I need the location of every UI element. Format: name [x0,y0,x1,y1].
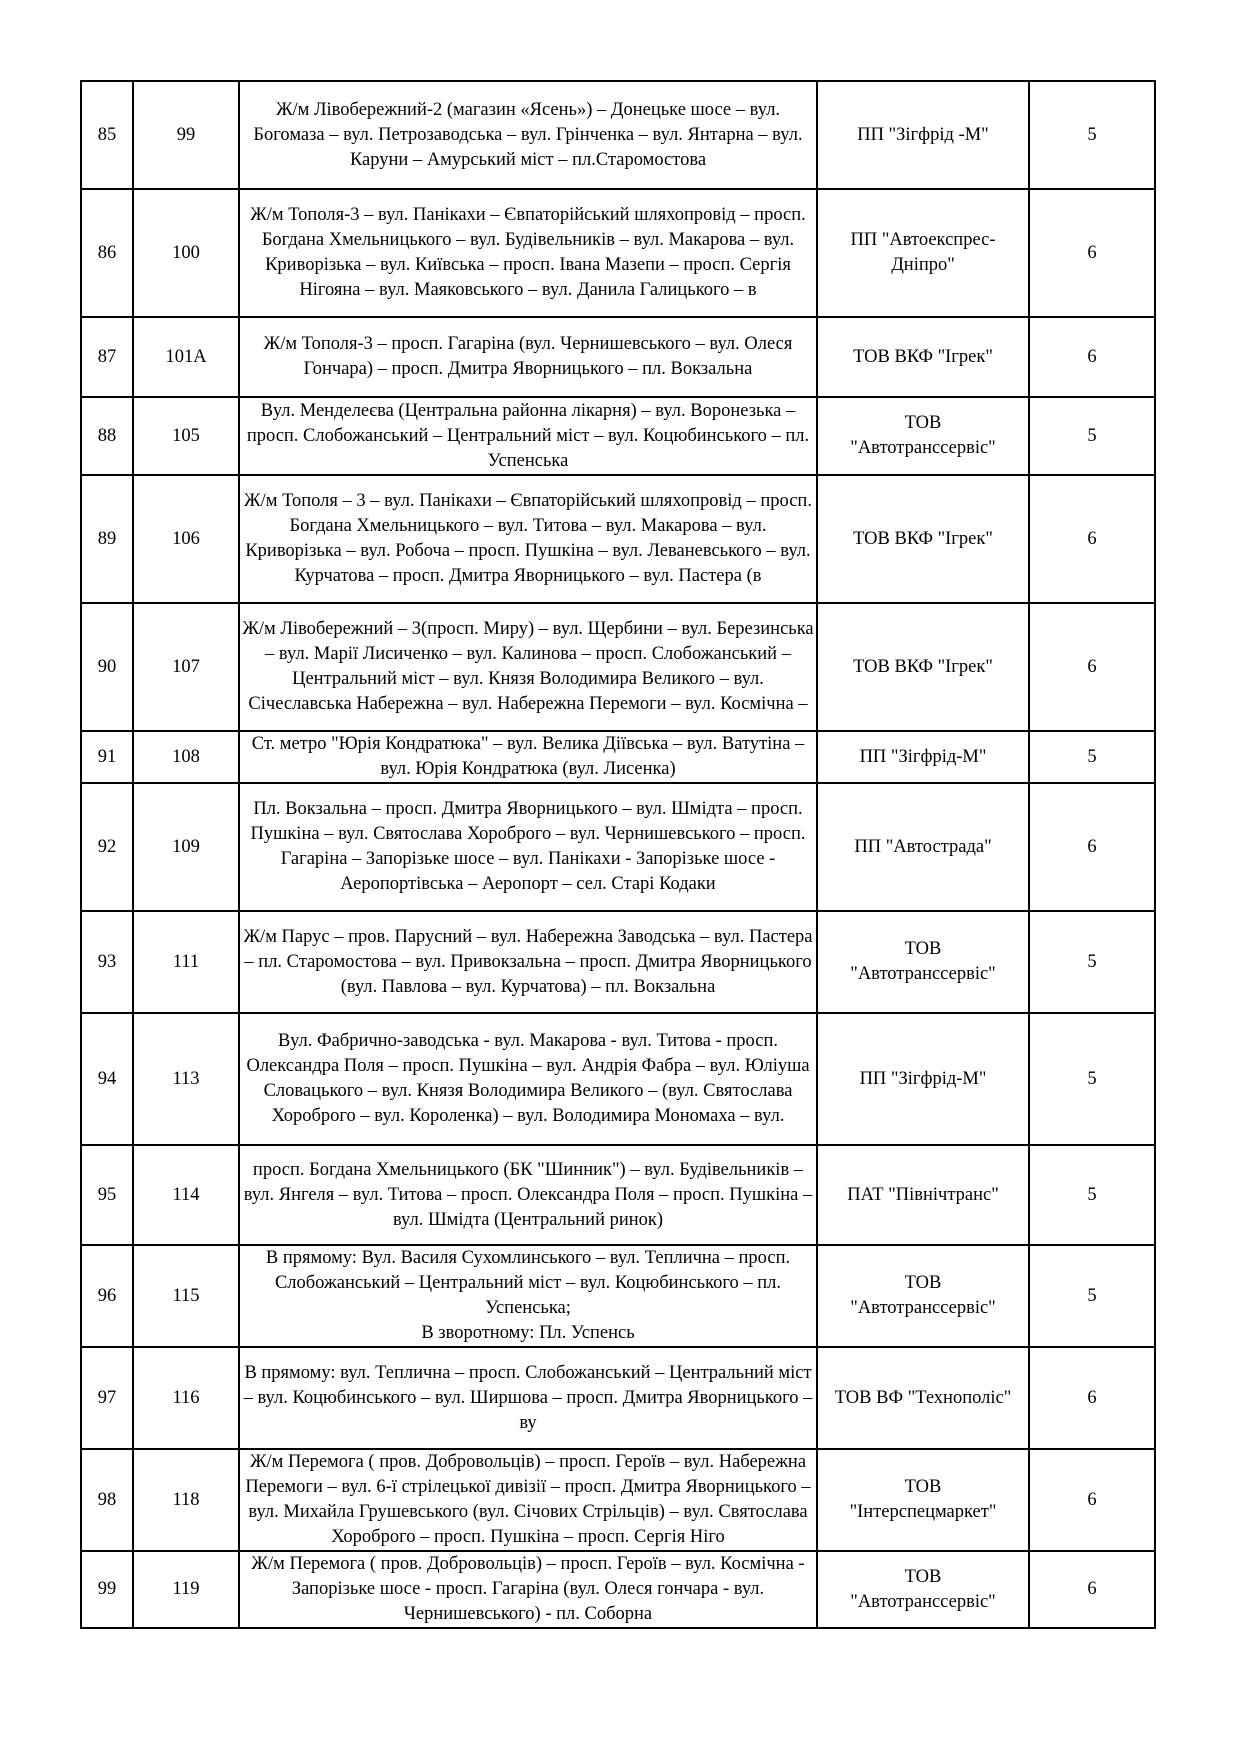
route-path-cell [239,1449,817,1551]
route-path: Ж/м Тополя-3 – просп. Гагаріна (вул. Чернишевського – вул. Олеся Гончара) – просп. Дмитра Яворницького – пл. Вокзальна [263,334,793,379]
route-number-cell [133,1551,239,1628]
vehicle-count: 6 [1087,1579,1097,1599]
vehicle-count: 5 [1087,951,1097,972]
vehicle-count-cell [1029,81,1155,189]
table-row [81,911,1155,1013]
carrier-name: ПП "Автострада" [854,836,992,857]
carrier-name-cell [817,1449,1029,1551]
route-number: 107 [172,656,200,677]
carrier-name: ТОВ "Автотранссервіс" [850,1566,996,1612]
route-number: 113 [172,1068,200,1089]
route-path: Ж/м Парус – пров. Парусний – вул. Набережна Заводська – вул. Пастера – пл. Старомостова – вул. Привокзальна – просп. Дмитра Яворницького (вул. Павлова – вул. Курчатова) – пл. Вокзальна [243,926,813,997]
carrier-name: ПП "Зігфрід-М" [859,746,987,767]
row-number-cell [81,731,133,783]
route-path: Ж/м Тополя – 3 – вул. Панікахи – Євпаторійський шляхопровід – просп. Богдана Хмельницького – вул. Титова – вул. Макарова – вул. Криворізька – вул. Робоча – просп. Пушкіна – вул. Леваневського – вул. Курчатова – просп. Дмитра Яворницького – вул. Пастера (в [244,491,812,586]
route-path-cell [239,911,817,1013]
route-path-cell [239,603,817,731]
carrier-name-cell [817,1013,1029,1145]
table-row [81,783,1155,911]
routes-table [80,80,1156,1629]
route-path-cell [239,1551,817,1628]
route-path: Ж/м Перемога ( пров. Добровольців) – просп. Героїв – вул. Набережна Перемоги – вул. 6-ї стрілецької дивізії – просп. Дмитра Яворницького – вул. Михайла Грушевського (вул. Січових Стрільців) – вул. Святослава Хороброго – просп. Пушкіна – просп. Сергія Ніго [245,1452,811,1547]
vehicle-count-cell [1029,317,1155,397]
carrier-name-cell [817,603,1029,731]
vehicle-count: 5 [1087,1068,1097,1089]
row-number: 92 [97,836,117,857]
table-row [81,1347,1155,1449]
vehicle-count: 5 [1087,1285,1097,1306]
route-path: Вул. Фабрично-заводська - вул. Макарова - вул. Титова - просп. Олександра Поля – просп. Пушкіна – вул. Андрія Фабра – вул. Юліуша Словацького – вул. Князя Володимира Великого – (вул. Святослава Хороброго – вул. Короленка) – вул. Володимира Мономаха – вул. [246,1031,810,1126]
vehicle-count: 5 [1087,746,1097,767]
table-row [81,397,1155,475]
carrier-name: ПП "Зігфрід -М" [857,124,989,145]
vehicle-count-cell [1029,603,1155,731]
row-number-cell [81,1145,133,1245]
row-number: 97 [97,1387,117,1408]
vehicle-count: 5 [1087,124,1097,145]
row-number-cell [81,81,133,189]
row-number: 89 [97,528,117,549]
vehicle-count-cell [1029,1551,1155,1628]
row-number-cell [81,1551,133,1628]
row-number-cell [81,783,133,911]
row-number-cell [81,1013,133,1145]
row-number-cell [81,317,133,397]
route-number: 116 [172,1387,200,1408]
vehicle-count: 5 [1087,1184,1097,1205]
vehicle-count-cell [1029,731,1155,783]
route-number-cell [133,783,239,911]
route-number-cell [133,81,239,189]
vehicle-count: 6 [1087,242,1097,263]
route-number: 118 [172,1489,200,1510]
route-path-cell [239,1013,817,1145]
route-path: Ж/м Лівобережний – 3(просп. Миру) – вул. Щербини – вул. Березинська – вул. Марії Лисиченко – вул. Калинова – просп. Слобожанський – Центральний міст – вул. Князя Володимира Великого – вул. Січеславська Набережна – вул. Набережна Перемоги – вул. Космічна – [242,619,814,714]
route-number-cell [133,1449,239,1551]
row-number-cell [81,911,133,1013]
vehicle-count-cell [1029,1013,1155,1145]
carrier-name-cell [817,1245,1029,1347]
route-number-cell [133,1145,239,1245]
route-path-cell [239,189,817,317]
table-row [81,1145,1155,1245]
vehicle-count-cell [1029,397,1155,475]
carrier-name-cell [817,397,1029,475]
route-number-cell [133,731,239,783]
route-number: 114 [172,1184,200,1205]
route-number-cell [133,397,239,475]
carrier-name: ПП "Автоекспрес- Дніпро" [850,230,996,275]
route-path: Ж/м Лівобережний-2 (магазин «Ясень») – Донецьке шосе – вул. Богомаза – вул. Петрозаводська – вул. Грінченка – вул. Янтарна – вул. Каруни – Амурський міст – пл.Старомостова [253,99,803,170]
carrier-name-cell [817,1145,1029,1245]
route-path-cell [239,731,817,783]
vehicle-count-cell [1029,189,1155,317]
carrier-name: ПП "Зігфрід-М" [859,1068,987,1089]
route-number: 99 [176,124,196,145]
carrier-name: ТОВ "Автотранссервіс" [850,413,996,458]
row-number-cell [81,1449,133,1551]
route-number-cell [133,911,239,1013]
row-number: 86 [97,242,117,263]
vehicle-count: 5 [1087,425,1097,446]
route-number-cell [133,189,239,317]
route-number: 105 [172,425,200,446]
vehicle-count-cell [1029,911,1155,1013]
carrier-name: ТОВ ВКФ "Ігрек" [853,346,993,367]
carrier-name-cell [817,81,1029,189]
row-number-cell [81,1245,133,1347]
route-path: Ж/м Тополя-3 – вул. Панікахи – Євпаторійський шляхопровід – просп. Богдана Хмельницького – вул. Будівельників – вул. Макарова – вул. Криворізька – вул. Київська – просп. Івана Мазепи – просп. Сергія Нігояна – вул. Маяковського – вул. Данила Галицького – в [250,205,806,300]
vehicle-count-cell [1029,475,1155,603]
carrier-name: ТОВ "Автотранссервіс" [850,939,996,984]
route-path: Ст. метро "Юрія Кондратюка" – вул. Велика Діївська – вул. Ватутіна – вул. Юрія Кондратюка (вул. Лисенка) [251,734,805,779]
table-row [81,731,1155,783]
route-number: 119 [172,1579,200,1599]
row-number-cell [81,475,133,603]
vehicle-count-cell [1029,783,1155,911]
routes-table-body [81,81,1155,1628]
route-number-cell [133,1347,239,1449]
row-number: 99 [97,1579,117,1599]
vehicle-count-cell [1029,1145,1155,1245]
vehicle-count: 6 [1087,528,1097,549]
row-number: 91 [97,746,117,767]
table-row [81,1449,1155,1551]
row-number: 98 [97,1489,117,1510]
carrier-name: ТОВ "Інтерспецмаркет" [849,1477,997,1522]
row-number-cell [81,603,133,731]
route-path: Пл. Вокзальна – просп. Дмитра Яворницького – вул. Шмідта – просп. Пушкіна – вул. Святослава Хороброго – вул. Чернишевського – просп. Гагаріна – Запорізьке шосе – вул. Панікахи - Запорізьке шосе - Аеропортівська – Аеропорт – сел. Старі Кодаки [250,799,806,894]
route-path-cell [239,1245,817,1347]
route-path-cell [239,1347,817,1449]
route-path-cell [239,1145,817,1245]
route-path-cell [239,783,817,911]
table-row [81,81,1155,189]
row-number: 85 [97,124,117,145]
carrier-name-cell [817,475,1029,603]
route-number: 111 [172,951,200,972]
route-path-cell [239,317,817,397]
route-path: Вул. Менделеєва (Центральна районна лікарня) – вул. Воронезька – просп. Слобожанський – Центральний міст – вул. Коцюбинського – пл. Успенська [246,400,810,471]
row-number: 88 [97,425,117,446]
vehicle-count: 6 [1087,656,1097,677]
route-number-cell [133,603,239,731]
vehicle-count-cell [1029,1449,1155,1551]
row-number: 96 [97,1285,117,1306]
table-row [81,1245,1155,1347]
route-number: 100 [172,242,200,263]
row-number: 90 [97,656,117,677]
carrier-name: ТОВ ВКФ "Ігрек" [853,656,993,677]
table-row [81,1551,1155,1628]
vehicle-count: 6 [1087,836,1097,857]
route-path-cell [239,475,817,603]
route-number: 109 [172,836,200,857]
route-number: 106 [172,528,200,549]
carrier-name-cell [817,1551,1029,1628]
vehicle-count: 6 [1087,1387,1097,1408]
vehicle-count: 6 [1087,346,1097,367]
carrier-name-cell [817,783,1029,911]
table-row [81,475,1155,603]
route-number-cell [133,317,239,397]
route-number-cell [133,1245,239,1347]
carrier-name: ПАТ "Північтранс" [847,1184,999,1205]
route-number-cell [133,475,239,603]
row-number: 93 [97,951,117,972]
route-number: 101А [165,346,207,367]
carrier-name-cell [817,317,1029,397]
row-number-cell [81,397,133,475]
route-path: Ж/м Перемога ( пров. Добровольців) – просп. Героїв – вул. Космічна - Запорізьке шосе - просп. Гагаріна (вул. Олеся гончара - вул. Чернишевського) - пл. Соборна [251,1554,805,1624]
table-row [81,189,1155,317]
route-path: В прямому: Вул. Василя Сухомлинського – вул. Теплична – просп. Слобожанський – Центральний міст – вул. Коцюбинського – пл. Успенська; В зворотному: Пл. Успенсь [265,1248,791,1343]
vehicle-count-cell [1029,1347,1155,1449]
carrier-name: ТОВ ВКФ "Ігрек" [853,528,993,549]
carrier-name: ТОВ "Автотранссервіс" [850,1273,996,1318]
carrier-name: ТОВ ВФ "Технополіс" [834,1387,1012,1408]
row-number-cell [81,189,133,317]
route-path: В прямому: вул. Теплична – просп. Слобожанський – Центральний міст – вул. Коцюбинського – вул. Ширшова – просп. Дмитра Яворницького – ву [243,1362,813,1433]
route-path-cell [239,397,817,475]
row-number: 94 [97,1068,117,1089]
route-number: 108 [172,746,200,767]
vehicle-count-cell [1029,1245,1155,1347]
table-row [81,1013,1155,1145]
row-number: 95 [97,1184,117,1205]
vehicle-count: 6 [1087,1489,1097,1510]
route-path-cell [239,81,817,189]
table-row [81,603,1155,731]
route-number-cell [133,1013,239,1145]
row-number: 87 [97,346,117,367]
route-number: 115 [172,1285,200,1306]
carrier-name-cell [817,731,1029,783]
route-path: просп. Богдана Хмельницького (БК "Шинник") – вул. Будівельників – вул. Янгеля – вул. Титова – просп. Олександра Поля – просп. Пушкіна – вул. Шмідта (Центральний ринок) [243,1159,813,1230]
carrier-name-cell [817,189,1029,317]
carrier-name-cell [817,1347,1029,1449]
table-row [81,317,1155,397]
carrier-name-cell [817,911,1029,1013]
row-number-cell [81,1347,133,1449]
